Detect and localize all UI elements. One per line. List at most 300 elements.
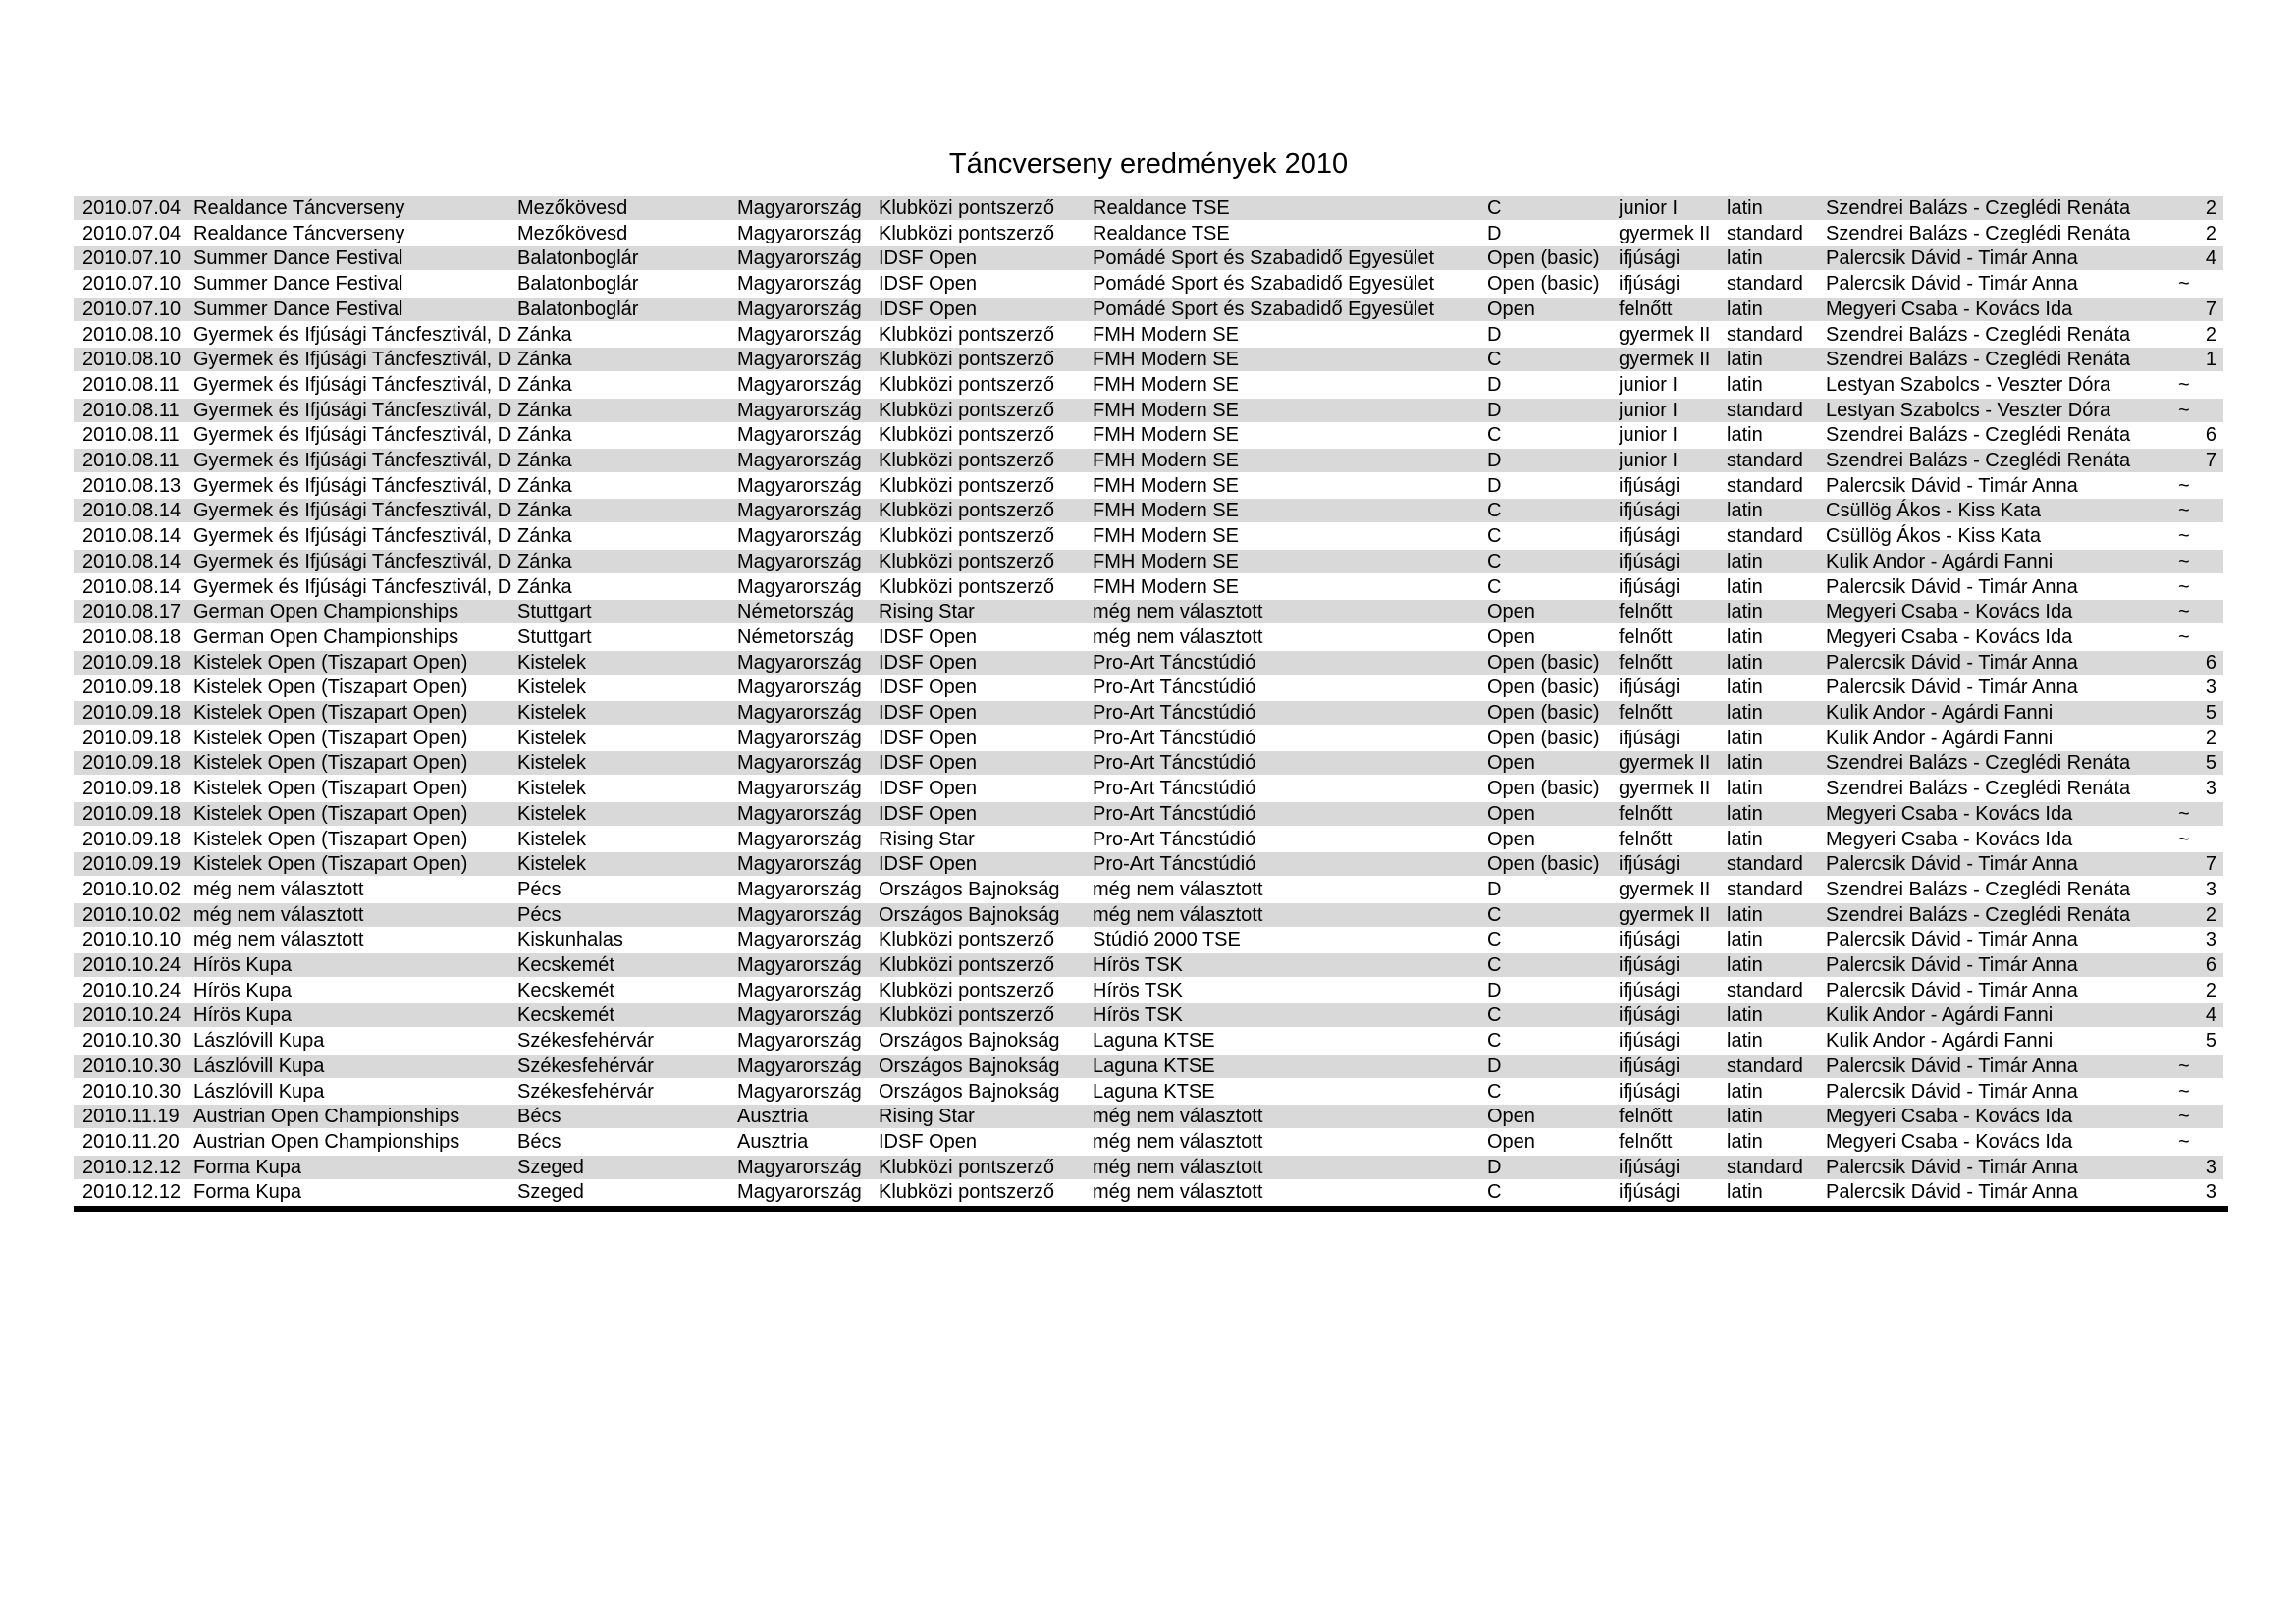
class-cell: D <box>1487 400 1502 421</box>
couple-cell: Palercsik Dávid - Timár Anna <box>1826 954 2078 976</box>
result-cell: 5 <box>2205 752 2216 774</box>
category-cell: IDSF Open <box>879 803 978 825</box>
category-cell: Klubközi pontszerző <box>879 500 1054 521</box>
country-cell: Németország <box>737 626 854 648</box>
result-cell: 5 <box>2205 702 2216 724</box>
date-cell: 2010.08.10 <box>82 324 182 346</box>
couple-cell: Szendrei Balázs - Czeglédi Renáta <box>1826 424 2131 446</box>
organizer-cell: Realdance TSE <box>1093 223 1230 244</box>
age-group-cell: ifjúsági <box>1619 929 1681 950</box>
country-cell: Magyarország <box>737 197 862 219</box>
age-group-cell: ifjúsági <box>1619 1157 1681 1178</box>
date-cell: 2010.07.10 <box>82 247 182 269</box>
category-cell: Klubközi pontszerző <box>879 475 1054 497</box>
organizer-cell: FMH Modern SE <box>1093 374 1239 396</box>
table-row <box>74 903 2223 927</box>
organizer-cell: még nem választott <box>1093 601 1263 622</box>
organizer-cell: FMH Modern SE <box>1093 551 1239 572</box>
event-name-cell: Gyermek és Ifjúsági Táncfesztivál, D <box>193 424 512 446</box>
city-cell: Kecskemét <box>517 1004 614 1026</box>
event-name-cell: Kistelek Open (Tiszapart Open) <box>193 829 468 850</box>
date-cell: 2010.08.13 <box>82 475 182 497</box>
age-group-cell: ifjúsági <box>1619 247 1681 269</box>
country-cell: Magyarország <box>737 223 862 244</box>
date-cell: 2010.08.14 <box>82 576 182 598</box>
class-cell: Open (basic) <box>1487 652 1600 674</box>
style-cell: latin <box>1727 1081 1763 1103</box>
couple-cell: Palercsik Dávid - Timár Anna <box>1826 853 2078 875</box>
age-group-cell: ifjúsági <box>1619 551 1681 572</box>
country-cell: Magyarország <box>737 929 862 950</box>
city-cell: Zánka <box>517 349 572 370</box>
country-cell: Ausztria <box>737 1131 809 1153</box>
result-cell: 2 <box>2205 980 2216 1001</box>
age-group-cell: ifjúsági <box>1619 475 1681 497</box>
style-cell: latin <box>1727 702 1763 724</box>
result-cell: 2 <box>2205 197 2216 219</box>
style-cell: latin <box>1727 1030 1763 1052</box>
category-cell: IDSF Open <box>879 1131 978 1153</box>
class-cell: C <box>1487 1004 1502 1026</box>
city-cell: Zánka <box>517 551 572 572</box>
class-cell: D <box>1487 980 1502 1001</box>
date-cell: 2010.07.10 <box>82 298 182 320</box>
category-cell: IDSF Open <box>879 728 978 749</box>
style-cell: latin <box>1727 500 1763 521</box>
table-row <box>74 1080 2223 1104</box>
event-name-cell: Gyermek és Ifjúsági Táncfesztivál, D <box>193 374 512 396</box>
result-cell: ~ <box>2178 1131 2190 1153</box>
table-row <box>74 399 2223 422</box>
category-cell: Országos Bajnokság <box>879 879 1060 900</box>
class-cell: Open <box>1487 626 1535 648</box>
couple-cell: Palercsik Dávid - Timár Anna <box>1826 929 2078 950</box>
age-group-cell: ifjúsági <box>1619 728 1681 749</box>
result-cell: ~ <box>2178 500 2190 521</box>
table-row <box>74 499 2223 522</box>
class-cell: D <box>1487 475 1502 497</box>
event-name-cell: Kistelek Open (Tiszapart Open) <box>193 652 468 674</box>
class-cell: Open (basic) <box>1487 728 1600 749</box>
result-cell: 7 <box>2205 298 2216 320</box>
organizer-cell: Hírös TSK <box>1093 954 1183 976</box>
event-name-cell: Gyermek és Ifjúsági Táncfesztivál, D <box>193 525 512 547</box>
table-row <box>74 423 2223 447</box>
category-cell: Klubközi pontszerző <box>879 525 1054 547</box>
age-group-cell: ifjúsági <box>1619 576 1681 598</box>
age-group-cell: felnőtt <box>1619 652 1673 674</box>
category-cell: Klubközi pontszerző <box>879 324 1054 346</box>
result-cell: ~ <box>2178 374 2190 396</box>
organizer-cell: még nem választott <box>1093 1181 1263 1203</box>
couple-cell: Megyeri Csaba - Kovács Ida <box>1826 626 2073 648</box>
country-cell: Magyarország <box>737 1081 862 1103</box>
category-cell: IDSF Open <box>879 652 978 674</box>
category-cell: Rising Star <box>879 1106 975 1127</box>
organizer-cell: még nem választott <box>1093 1157 1263 1178</box>
city-cell: Bécs <box>517 1106 561 1127</box>
style-cell: standard <box>1727 980 1803 1001</box>
city-cell: Mezőkövesd <box>517 223 628 244</box>
table-row <box>74 449 2223 472</box>
class-cell: Open <box>1487 803 1535 825</box>
date-cell: 2010.10.30 <box>82 1030 182 1052</box>
event-name-cell: Kistelek Open (Tiszapart Open) <box>193 728 468 749</box>
style-cell: standard <box>1727 223 1803 244</box>
date-cell: 2010.07.04 <box>82 223 182 244</box>
city-cell: Zánka <box>517 374 572 396</box>
country-cell: Magyarország <box>737 728 862 749</box>
city-cell: Kistelek <box>517 752 587 774</box>
event-name-cell: Lászlóvill Kupa <box>193 1030 325 1052</box>
category-cell: Klubközi pontszerző <box>879 424 1054 446</box>
event-name-cell: Lászlóvill Kupa <box>193 1081 325 1103</box>
country-cell: Magyarország <box>737 904 862 926</box>
date-cell: 2010.12.12 <box>82 1157 182 1178</box>
category-cell: Klubközi pontszerző <box>879 551 1054 572</box>
category-cell: IDSF Open <box>879 752 978 774</box>
table-row <box>74 828 2223 851</box>
class-cell: D <box>1487 879 1502 900</box>
table-row <box>74 524 2223 548</box>
organizer-cell: Pro-Art Táncstúdió <box>1093 829 1256 850</box>
city-cell: Székesfehérvár <box>517 1081 654 1103</box>
date-cell: 2010.09.18 <box>82 676 182 698</box>
category-cell: Országos Bajnokság <box>879 1081 1060 1103</box>
age-group-cell: felnőtt <box>1619 803 1673 825</box>
style-cell: standard <box>1727 450 1803 471</box>
couple-cell: Palercsik Dávid - Timár Anna <box>1826 1181 2078 1203</box>
age-group-cell: gyermek II <box>1619 904 1711 926</box>
age-group-cell: gyermek II <box>1619 349 1711 370</box>
category-cell: Klubközi pontszerző <box>879 980 1054 1001</box>
couple-cell: Szendrei Balázs - Czeglédi Renáta <box>1826 450 2131 471</box>
age-group-cell: felnőtt <box>1619 829 1673 850</box>
class-cell: Open (basic) <box>1487 247 1600 269</box>
event-name-cell: még nem választott <box>193 879 364 900</box>
country-cell: Magyarország <box>737 551 862 572</box>
style-cell: latin <box>1727 929 1763 950</box>
organizer-cell: Realdance TSE <box>1093 197 1230 219</box>
event-name-cell: German Open Championships <box>193 626 459 648</box>
class-cell: C <box>1487 525 1502 547</box>
event-name-cell: Kistelek Open (Tiszapart Open) <box>193 853 468 875</box>
style-cell: latin <box>1727 247 1763 269</box>
couple-cell: Szendrei Balázs - Czeglédi Renáta <box>1826 197 2131 219</box>
class-cell: C <box>1487 197 1502 219</box>
event-name-cell: Gyermek és Ifjúsági Táncfesztivál, D <box>193 551 512 572</box>
page-title: Táncverseny eredmények 2010 <box>948 148 1349 180</box>
date-cell: 2010.10.24 <box>82 1004 182 1026</box>
style-cell: standard <box>1727 324 1803 346</box>
organizer-cell: FMH Modern SE <box>1093 525 1239 547</box>
couple-cell: Palercsik Dávid - Timár Anna <box>1826 576 2078 598</box>
country-cell: Magyarország <box>737 525 862 547</box>
style-cell: standard <box>1727 1157 1803 1178</box>
country-cell: Magyarország <box>737 324 862 346</box>
couple-cell: Palercsik Dávid - Timár Anna <box>1826 475 2078 497</box>
result-cell: 7 <box>2205 853 2216 875</box>
table-bottom-border <box>74 1206 2228 1212</box>
class-cell: Open <box>1487 829 1535 850</box>
style-cell: standard <box>1727 853 1803 875</box>
age-group-cell: junior I <box>1619 424 1679 446</box>
category-cell: IDSF Open <box>879 778 978 799</box>
style-cell: latin <box>1727 829 1763 850</box>
date-cell: 2010.07.04 <box>82 197 182 219</box>
table-row <box>74 1003 2223 1027</box>
table-row <box>74 600 2223 623</box>
country-cell: Magyarország <box>737 576 862 598</box>
age-group-cell: junior I <box>1619 400 1679 421</box>
table-row <box>74 1156 2223 1179</box>
event-name-cell: Realdance Táncverseny <box>193 223 405 244</box>
couple-cell: Megyeri Csaba - Kovács Ida <box>1826 1106 2073 1127</box>
city-cell: Zánka <box>517 475 572 497</box>
table-row <box>74 550 2223 573</box>
city-cell: Székesfehérvár <box>517 1055 654 1077</box>
couple-cell: Szendrei Balázs - Czeglédi Renáta <box>1826 324 2131 346</box>
organizer-cell: Laguna KTSE <box>1093 1030 1215 1052</box>
result-cell: ~ <box>2178 1081 2190 1103</box>
result-cell: ~ <box>2178 551 2190 572</box>
category-cell: Országos Bajnokság <box>879 1030 1060 1052</box>
city-cell: Zánka <box>517 525 572 547</box>
date-cell: 2010.10.02 <box>82 904 182 926</box>
organizer-cell: FMH Modern SE <box>1093 475 1239 497</box>
country-cell: Magyarország <box>737 475 862 497</box>
table-row <box>74 852 2223 876</box>
age-group-cell: ifjúsági <box>1619 1004 1681 1026</box>
category-cell: Országos Bajnokság <box>879 1055 1060 1077</box>
event-name-cell: Gyermek és Ifjúsági Táncfesztivál, D <box>193 400 512 421</box>
style-cell: latin <box>1727 1004 1763 1026</box>
organizer-cell: FMH Modern SE <box>1093 450 1239 471</box>
result-cell: 6 <box>2205 652 2216 674</box>
organizer-cell: Pro-Art Táncstúdió <box>1093 702 1256 724</box>
country-cell: Magyarország <box>737 803 862 825</box>
city-cell: Kecskemét <box>517 980 614 1001</box>
organizer-cell: Pomádé Sport és Szabadidő Egyesület <box>1093 247 1434 269</box>
event-name-cell: még nem választott <box>193 904 364 926</box>
couple-cell: Szendrei Balázs - Czeglédi Renáta <box>1826 879 2131 900</box>
date-cell: 2010.08.18 <box>82 626 182 648</box>
style-cell: latin <box>1727 778 1763 799</box>
category-cell: IDSF Open <box>879 273 978 295</box>
result-cell: 4 <box>2205 1004 2216 1026</box>
country-cell: Magyarország <box>737 980 862 1001</box>
class-cell: Open (basic) <box>1487 853 1600 875</box>
category-cell: Rising Star <box>879 829 975 850</box>
class-cell: C <box>1487 500 1502 521</box>
table-row <box>74 701 2223 725</box>
date-cell: 2010.10.02 <box>82 879 182 900</box>
class-cell: C <box>1487 1081 1502 1103</box>
age-group-cell: ifjúsági <box>1619 1181 1681 1203</box>
style-cell: latin <box>1727 652 1763 674</box>
category-cell: Klubközi pontszerző <box>879 954 1054 976</box>
result-cell: 2 <box>2205 904 2216 926</box>
date-cell: 2010.09.18 <box>82 752 182 774</box>
table-row <box>74 373 2223 397</box>
table-row <box>74 272 2223 296</box>
country-cell: Magyarország <box>737 424 862 446</box>
category-cell: Országos Bajnokság <box>879 904 1060 926</box>
event-name-cell: Realdance Táncverseny <box>193 197 405 219</box>
style-cell: standard <box>1727 525 1803 547</box>
table-row <box>74 1029 2223 1053</box>
couple-cell: Palercsik Dávid - Timár Anna <box>1826 247 2078 269</box>
result-cell: 2 <box>2205 223 2216 244</box>
city-cell: Balatonboglár <box>517 247 639 269</box>
date-cell: 2010.09.18 <box>82 829 182 850</box>
organizer-cell: Pro-Art Táncstúdió <box>1093 652 1256 674</box>
class-cell: Open (basic) <box>1487 702 1600 724</box>
class-cell: D <box>1487 1055 1502 1077</box>
category-cell: Klubközi pontszerző <box>879 1181 1054 1203</box>
date-cell: 2010.10.30 <box>82 1081 182 1103</box>
couple-cell: Kulik Andor - Agárdi Fanni <box>1826 702 2054 724</box>
event-name-cell: Kistelek Open (Tiszapart Open) <box>193 803 468 825</box>
couple-cell: Palercsik Dávid - Timár Anna <box>1826 676 2078 698</box>
couple-cell: Szendrei Balázs - Czeglédi Renáta <box>1826 778 2131 799</box>
category-cell: IDSF Open <box>879 853 978 875</box>
date-cell: 2010.07.10 <box>82 273 182 295</box>
result-cell: ~ <box>2178 803 2190 825</box>
table-row <box>74 625 2223 649</box>
couple-cell: Lestyan Szabolcs - Veszter Dóra <box>1826 400 2111 421</box>
event-name-cell: Kistelek Open (Tiszapart Open) <box>193 778 468 799</box>
date-cell: 2010.09.19 <box>82 853 182 875</box>
city-cell: Szeged <box>517 1157 584 1178</box>
organizer-cell: FMH Modern SE <box>1093 576 1239 598</box>
table-row <box>74 474 2223 498</box>
date-cell: 2010.10.24 <box>82 954 182 976</box>
event-name-cell: Forma Kupa <box>193 1181 302 1203</box>
table-row <box>74 751 2223 775</box>
table-row <box>74 676 2223 699</box>
age-group-cell: felnőtt <box>1619 298 1673 320</box>
couple-cell: Kulik Andor - Agárdi Fanni <box>1826 728 2054 749</box>
organizer-cell: Hírös TSK <box>1093 980 1183 1001</box>
event-name-cell: Hírös Kupa <box>193 1004 293 1026</box>
city-cell: Zánka <box>517 450 572 471</box>
event-name-cell: Hírös Kupa <box>193 980 293 1001</box>
city-cell: Zánka <box>517 424 572 446</box>
result-cell: 1 <box>2205 349 2216 370</box>
style-cell: latin <box>1727 374 1763 396</box>
style-cell: latin <box>1727 728 1763 749</box>
city-cell: Kistelek <box>517 652 587 674</box>
couple-cell: Lestyan Szabolcs - Veszter Dóra <box>1826 374 2111 396</box>
date-cell: 2010.08.14 <box>82 500 182 521</box>
organizer-cell: Laguna KTSE <box>1093 1081 1215 1103</box>
city-cell: Zánka <box>517 324 572 346</box>
result-cell: 6 <box>2205 424 2216 446</box>
style-cell: standard <box>1727 400 1803 421</box>
age-group-cell: ifjúsági <box>1619 500 1681 521</box>
date-cell: 2010.08.14 <box>82 525 182 547</box>
category-cell: Klubközi pontszerző <box>879 223 1054 244</box>
couple-cell: Megyeri Csaba - Kovács Ida <box>1826 298 2073 320</box>
city-cell: Balatonboglár <box>517 298 639 320</box>
table-row <box>74 1105 2223 1128</box>
couple-cell: Palercsik Dávid - Timár Anna <box>1826 1081 2078 1103</box>
category-cell: IDSF Open <box>879 626 978 648</box>
event-name-cell: Austrian Open Championships <box>193 1131 460 1153</box>
age-group-cell: gyermek II <box>1619 778 1711 799</box>
age-group-cell: junior I <box>1619 450 1679 471</box>
event-name-cell: Gyermek és Ifjúsági Táncfesztivál, D <box>193 475 512 497</box>
style-cell: latin <box>1727 424 1763 446</box>
city-cell: Pécs <box>517 904 561 926</box>
date-cell: 2010.08.11 <box>82 400 180 421</box>
date-cell: 2010.09.18 <box>82 778 182 799</box>
result-cell: 4 <box>2205 247 2216 269</box>
couple-cell: Megyeri Csaba - Kovács Ida <box>1826 829 2073 850</box>
country-cell: Magyarország <box>737 273 862 295</box>
category-cell: Klubközi pontszerző <box>879 576 1054 598</box>
event-name-cell: Austrian Open Championships <box>193 1106 460 1127</box>
organizer-cell: még nem választott <box>1093 879 1263 900</box>
couple-cell: Megyeri Csaba - Kovács Ida <box>1826 601 2073 622</box>
category-cell: Klubközi pontszerző <box>879 349 1054 370</box>
event-name-cell: Kistelek Open (Tiszapart Open) <box>193 676 468 698</box>
organizer-cell: Pro-Art Táncstúdió <box>1093 853 1256 875</box>
country-cell: Magyarország <box>737 1004 862 1026</box>
organizer-cell: FMH Modern SE <box>1093 400 1239 421</box>
date-cell: 2010.08.11 <box>82 424 180 446</box>
event-name-cell: Gyermek és Ifjúsági Táncfesztivál, D <box>193 450 512 471</box>
category-cell: Klubközi pontszerző <box>879 929 1054 950</box>
date-cell: 2010.09.18 <box>82 652 182 674</box>
country-cell: Magyarország <box>737 853 862 875</box>
style-cell: latin <box>1727 601 1763 622</box>
date-cell: 2010.09.18 <box>82 728 182 749</box>
event-name-cell: Summer Dance Festival <box>193 273 403 295</box>
event-name-cell: Forma Kupa <box>193 1157 302 1178</box>
class-cell: C <box>1487 954 1502 976</box>
class-cell: C <box>1487 424 1502 446</box>
city-cell: Pécs <box>517 879 561 900</box>
age-group-cell: gyermek II <box>1619 752 1711 774</box>
result-cell: 7 <box>2205 450 2216 471</box>
result-cell: 3 <box>2205 778 2216 799</box>
age-group-cell: ifjúsági <box>1619 853 1681 875</box>
city-cell: Stuttgart <box>517 626 592 648</box>
organizer-cell: még nem választott <box>1093 904 1263 926</box>
event-name-cell: Summer Dance Festival <box>193 298 403 320</box>
category-cell: Klubközi pontszerző <box>879 197 1054 219</box>
style-cell: latin <box>1727 954 1763 976</box>
country-cell: Magyarország <box>737 954 862 976</box>
date-cell: 2010.08.10 <box>82 349 182 370</box>
category-cell: IDSF Open <box>879 702 978 724</box>
age-group-cell: junior I <box>1619 374 1679 396</box>
style-cell: standard <box>1727 1055 1803 1077</box>
date-cell: 2010.11.20 <box>82 1131 180 1153</box>
table-row <box>74 575 2223 599</box>
table-row <box>74 928 2223 951</box>
organizer-cell: Pomádé Sport és Szabadidő Egyesület <box>1093 273 1434 295</box>
country-cell: Magyarország <box>737 349 862 370</box>
table-row <box>74 727 2223 750</box>
age-group-cell: gyermek II <box>1619 324 1711 346</box>
country-cell: Magyarország <box>737 702 862 724</box>
country-cell: Magyarország <box>737 676 862 698</box>
table-row <box>74 802 2223 826</box>
city-cell: Mezőkövesd <box>517 197 628 219</box>
